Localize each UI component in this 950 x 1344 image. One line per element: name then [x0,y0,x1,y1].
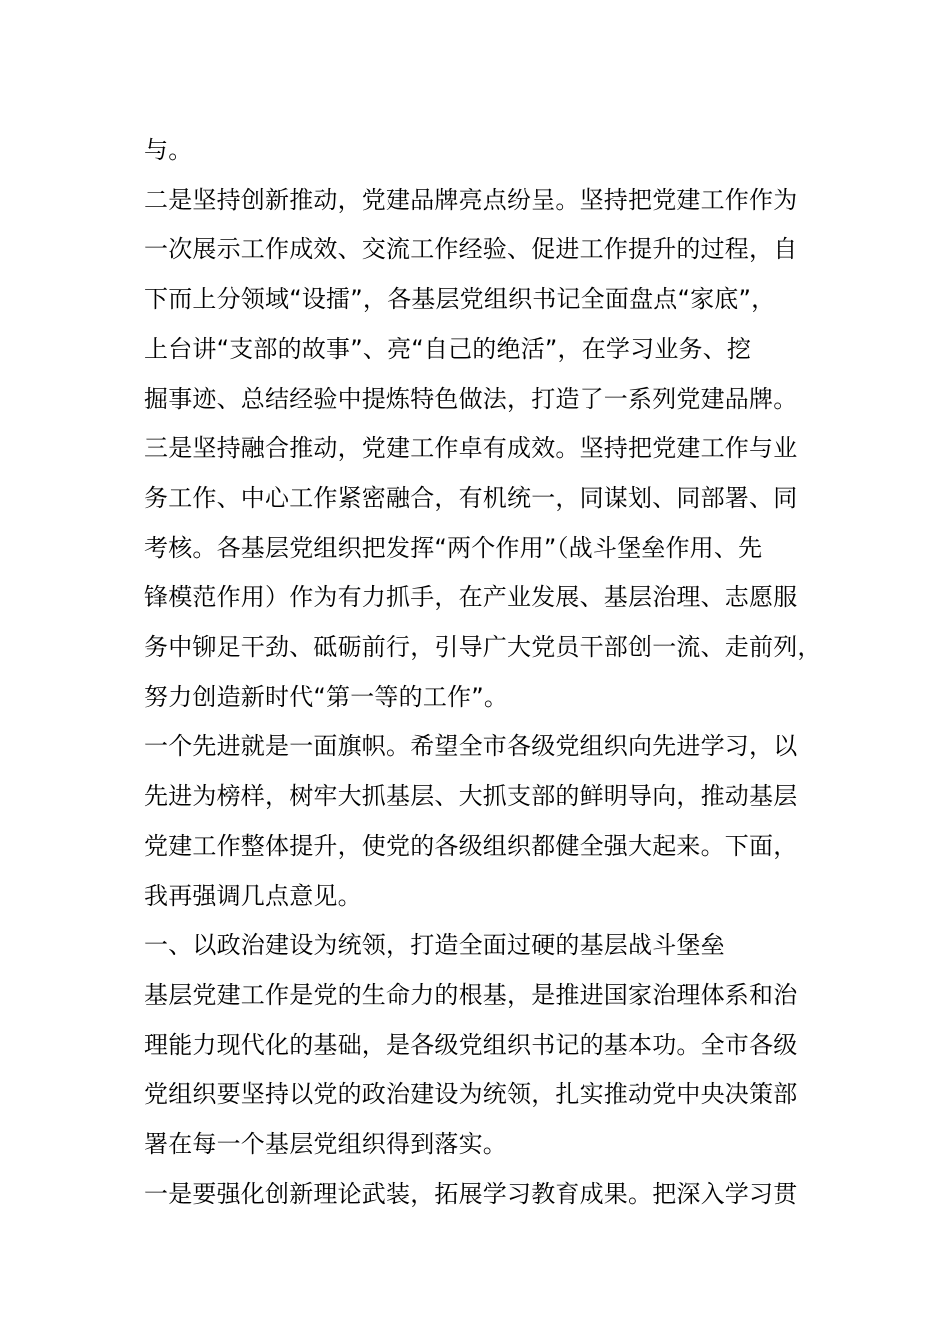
text-line: 一是要强化创新理论武装，拓展学习教育成果。把深入学习贯 [144,1179,798,1208]
text-line: 上台讲“支部的故事”、亮“自己的绝活”，在学习业务、挖 [144,334,752,363]
text-line: 基层党建工作是党的生命力的根基，是推进国家治理体系和治 [144,980,798,1009]
section-heading: 一、以政治建设为统领，打造全面过硬的基层战斗堡垒 [144,931,725,960]
text-line: 我再强调几点意见。 [144,881,362,910]
text-line: 一个先进就是一面旗帜。希望全市各级党组织向先进学习，以 [144,732,798,761]
text-line: 务工作、中心工作紧密融合，有机统一，同谋划、同部署、同 [144,483,798,512]
text-line: 署在每一个基层党组织得到落实。 [144,1130,507,1159]
text-line: 努力创造新时代“第一等的工作”。 [144,682,509,711]
text-line: 考核。各基层党组织把发挥“两个作用”（战斗堡垒作用、先 [144,533,763,562]
text-line: 掘事迹、总结经验中提炼特色做法，打造了一系列党建品牌。 [144,384,798,413]
text-line: 下而上分领域“设擂”，各基层党组织书记全面盘点“家底”， [144,285,776,314]
text-line: 理能力现代化的基础，是各级党组织书记的基本功。全市各级 [144,1030,798,1059]
document-body [144,126,824,1219]
text-line: 二是坚持创新推动，党建品牌亮点纷呈。坚持把党建工作作为 [144,185,798,214]
text-line: 务中铆足干劲、砥砺前行，引导广大党员干部创一流、走前列， [144,633,822,662]
text-line: 与。 [144,136,193,164]
text-line: 先进为榜样，树牢大抓基层、大抓支部的鲜明导向，推动基层 [144,782,798,811]
text-line: 党建工作整体提升，使党的各级组织都健全强大起来。下面， [144,831,798,860]
text-line: 党组织要坚持以党的政治建设为统领，扎实推动党中央决策部 [144,1080,798,1109]
text-line: 锋模范作用）作为有力抓手，在产业发展、基层治理、志愿服 [144,583,798,612]
text-line: 三是坚持融合推动，党建工作卓有成效。坚持把党建工作与业 [144,434,798,463]
text-line: 一次展示工作成效、交流工作经验、促进工作提升的过程，自 [144,235,798,264]
